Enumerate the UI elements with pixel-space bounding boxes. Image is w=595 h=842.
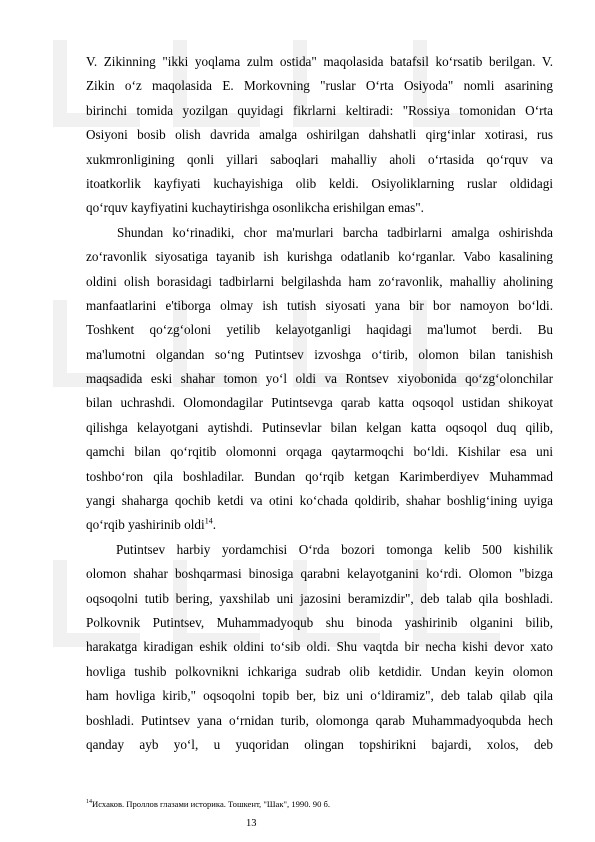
text-line: hovliga tushib polkovnikni ichkariga sudrab olib ketdidir. Undan keyin olomon: [86, 663, 553, 679]
text-line: zo‘ravonlik siyosatiga tayanib ish kurishga odatlanib ko‘rganlar. Vabo kasalining: [86, 249, 553, 265]
footnote-reference[interactable]: 14: [204, 517, 213, 527]
page-number: 13: [246, 818, 257, 829]
text-line: qo‘rquv kayfiyatini kuchaytirishga osonlikcha erishilgan emas".: [86, 200, 424, 216]
footnote-number: 14: [86, 799, 92, 806]
text-span: qo‘rqib yashirinib oldi: [86, 517, 205, 533]
text-line: qilishga kelayotgani aytishdi. Putinsevlar bilan kelgan katta oqsoqol duq qilib,: [86, 419, 553, 435]
text-line: xukmronligining qonli yillari saboqlari mahalliy aholi o‘rtasida qo‘rquv va: [86, 151, 553, 167]
text-line: qamchi bilan qo‘rqitib olomonni orqaga qaytarmoqchi bo‘ldi. Kishilar esa uni: [86, 444, 553, 460]
text-line: olomon shahar boshqarmasi binosiga qarabni kelayotganini ko‘rdi. Olomon "bizga: [86, 566, 553, 582]
text-line: Toshkent qo‘zg‘oloni yetilib kelayotganligi haqidagi ma'lumot berdi. Bu: [86, 322, 553, 338]
text-line-with-footnote: [86, 513, 553, 537]
paragraph-first-line: Shundan ko‘rinadiki, chor ma'murlari barcha tadbirlarni amalga oshirishda: [117, 224, 553, 240]
text-span: .: [212, 517, 216, 533]
text-line: Zikin o‘z maqolasida E. Morkovning "ruslar O‘rta Osiyoda" nomli asarining: [86, 78, 553, 94]
text-line: Polkovnik Putintsev, Muhammadyoqub shu binoda yashirinib olganini bilib,: [86, 614, 553, 630]
text-line: manfaatlarini e'tiborga olmay ish tutish siyosati yana bir bor namoyon bo‘ldi.: [86, 297, 553, 313]
text-line: maqsadida eski shahar tomon yo‘l oldi va Rontsev xiyobonida qo‘zg‘olonchilar: [86, 371, 553, 387]
body-text: [86, 50, 553, 757]
text-line: V. Zikinning "ikki yoqlama zulm ostida" maqolasida batafsil ko‘rsatib berilgan. V.: [86, 54, 553, 69]
text-line: oldini olish borasidagi tadbirlarni belgilashda ham zo‘ravonlik, mahalliy aholining: [86, 273, 553, 289]
text-line: Osiyoni bosib olish davrida amalga oshirilgan dahshatli qirg‘inlar xotirasi, rus: [86, 127, 553, 143]
text-line: yangi shaharga qochib ketdi va otini ko‘chada qoldirib, shahar boshlig‘ining uyiga: [86, 493, 553, 509]
text-line: harakatga kiradigan eshik oldini to‘sib oldi. Shu vaqtda bir necha kishi devor xato: [86, 639, 553, 655]
text-line: ma'lumotni olgandan so‘ng Putintsev izvoshga o‘tirib, olomon bilan tanishish: [86, 346, 553, 362]
paragraph-first-line: Putintsev harbiy yordamchisi O‘rda bozori tomonga kelib 500 kishilik: [116, 541, 553, 557]
text-line: birinchi tomida yozilgan quyidagi fikrlarni keltiradi: "Rossiya tomonidan O‘rta: [86, 102, 553, 118]
text-line: boshladi. Putintsev yana o‘rnidan turib, olomonga qarab Muhammadyoqubda hech: [86, 712, 553, 728]
text-line: itoatkorlik kayfiyati kuchayishiga olib keldi. Osiyoliklarning ruslar oldidagi: [86, 175, 553, 191]
footnote-text: Исхаков. Проллов глазами историка. Тошкент, "Шак", 1990. 90 б.: [92, 799, 331, 809]
text-line: ham hovliga kirib," oqsoqolni topib ber, biz uni o‘ldiramiz", deb talab qilab qila: [86, 688, 553, 704]
footnote: [86, 799, 330, 809]
text-line: qanday ayb yo‘l, u yuqoridan olingan topshirikni bajardi, xolos, deb: [86, 736, 553, 752]
text-line: oqsoqolni tutib bering, yaxshilab uni jazosini beramizdir", deb talab qila boshladi.: [86, 590, 553, 606]
text-line: toshbo‘ron qila boshladilar. Bundan qo‘rqib ketgan Karimberdiyev Muhammad: [86, 468, 553, 484]
text-line: bilan uchrashdi. Olomondagilar Putintsevga qarab katta oqsoqol ustidan shikoyat: [86, 395, 553, 411]
